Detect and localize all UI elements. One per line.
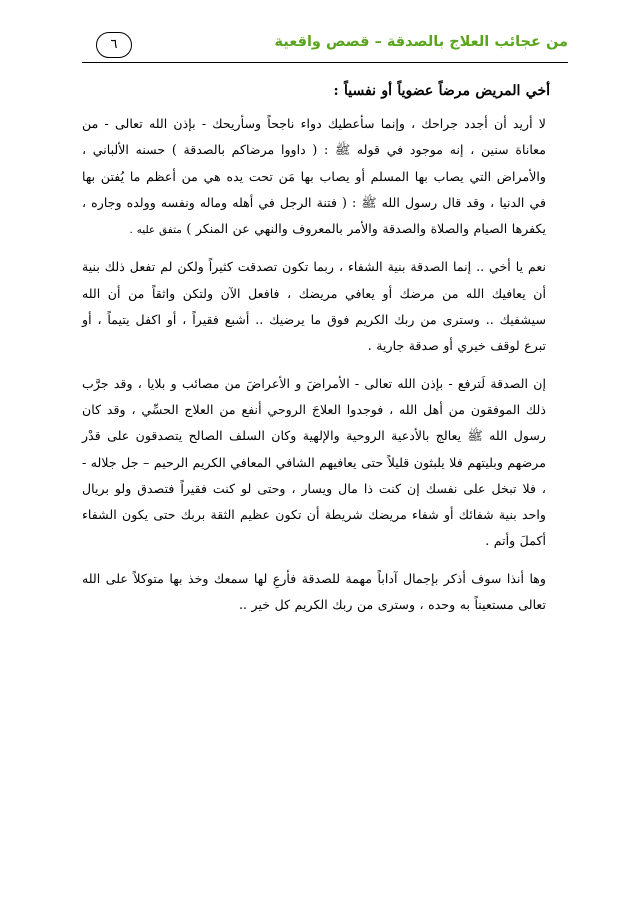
running-title: من عجائب العلاج بالصدقة – قصص واقعية xyxy=(274,34,568,50)
paragraph-1 xyxy=(82,111,568,243)
paragraph-3: إن الصدقة لَترفع - بإذن الله تعالى - الأمراضَ و الأعراضَ من مصائب و بلايا ، وقد جرَّب ذلك الموفقون من أهل الله ، فوجدوا العلاجَ الروحي أنفع من العلاج الحسِّي ، وقد كان رسول الله ﷺ يعالج بالأدعية الروحية والإلهية وكان السلف الصالح يتصدقون على قدْر مرضهم وبليتهم فلا يلبثون قليلاً حتى يعافيهم الشافي المعافي الكريم الرحيم – جل جلاله - ، فلا تبخل على نفسك إن كنت ذا مال ويسار ، وحتى لو كنت فقيراً فتصدق ولو بريال واحد بنية شفائك أو شفاء مريضك شريطة أن تكون عظيم الثقة بربك حتى يكون الشفاء أكملَ وأتم . xyxy=(82,375,546,549)
header-divider xyxy=(82,62,568,63)
section-heading: أخي المريض مرضاً عضوياً أو نفسياً : xyxy=(333,83,550,99)
paragraph-1-text: لا أريد أن أجدد جراحك ، وإنما سأعطيك دواء ناجحاً وسأريحك - بإذن الله تعالى - من معاناة سنين ، إنه موجود في قوله ﷺ : ( داووا مرضاكم بالصدقة ) حسنه الألباني ، والأمراض التي يصاب بها المسلم أو يصاب بها مَن تحت يده هي من أعظم ما يُفتن بها في الدنيا ، وقد قال رسول الله ﷺ : ( فتنة الرجل في أهله وماله ونفسه وولده وجاره ، يكفرها الصيام والصلاة والصدقة والأمر بالمعروف والنهي عن المنكر ) xyxy=(82,116,546,237)
page-body xyxy=(82,78,568,618)
paragraph-2: نعم يا أخي .. إنما الصدقة بنية الشفاء ، ربما تكون تصدقت كثيراً ولكن لم تفعل ذلك بنية أن يعافيك الله من مرضك أو يعافي مريضك ، فافعل الآن ولتكن واثقاً من أن الله سيشفيك .. وسترى من ربك الكريم فوق ما يرضيك .. أشبع فقيراً ، أو اكفل يتيماً ، أو تبرع لوقف خيري أو صدقة جارية . xyxy=(82,259,546,354)
hadith-source-note: متفق عليه . xyxy=(129,224,182,237)
page-number-badge: ٦ xyxy=(96,32,132,58)
page-header xyxy=(82,30,568,60)
paragraph-4: وها أنذا سوف أذكر بإجمال آداباً مهمة للصدقة فأرعِ لها سمعك وخذ بها متوكلاً على الله تعالى مستعيناً به وحده ، وسترى من ربك الكريم كل خير .. xyxy=(82,570,546,613)
